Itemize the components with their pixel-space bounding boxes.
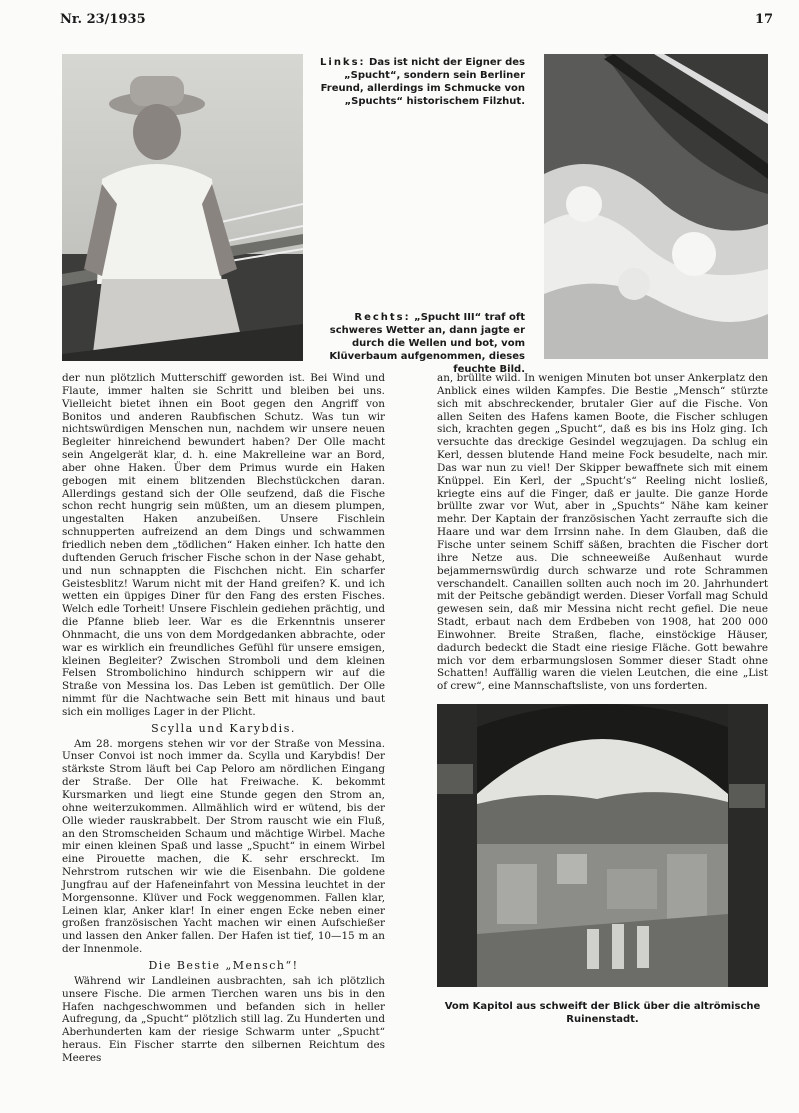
- section-heading-bestie: Die Bestie „Mensch“!: [148, 958, 299, 972]
- caption-left-photo: [309, 56, 525, 108]
- paragraph: der nun plötzlich Mutterschiff geworden ist. Bei Wind und Flaute, immer halten sie Schritt und bleiben bei uns. Vielleicht bietet ihnen ein Boot gegen den Angriff von Bonitos und anderen Raubfischen Schutz. Was tun wir nichtswürdigen Menschen nun, nachdem wir unsere neuen Begleiter hinreichend bewundert haben? Der Olle macht sein Angelgerät klar, d. h. eine Makrelleine war an Bord, aber ohne Haken. Über dem Primus wurde ein Haken gebogen mit einem blitzenden Blechstückchen daran. Allerdings gestand sich der Olle seufzend, daß die Fische schon recht hungrig sein müßten, um an diesem plumpen, ungestalten Haken anzubeißen. Unsere Fischlein schnupperten aufreizend an dem Dings und schwammen friedlich neben dem „tödlichen“ Haken einher. Ich hatte den duftenden Geruch frischer Fische schon in der Nase gehabt, und nun schnappten die Fischchen nicht. Ein scharfer Geistesblitz! Warum nicht mit der Hand greifen? K. und ich wetten ein üppiges Diner für den Fang des ersten Fisches. Welch edle Torheit! Unsere Fischlein gediehen prächtig, und die Pfanne blieb leer. War es die Erkenntnis unserer Ohnmacht, die uns von dem Mordgedanken abbrachte, oder war es wirklich ein freundliches Gefühl für unsere emsigen, kleinen Begleiter? Zwischen Stromboli und dem kleinen Felsen Strombolichino hindurch schippern wir auf die Straße von Messina los. Das Leben ist gemütlich. Der Olle nimmt für die Nachtwache sein Bett mit hinaus und baut sich ein molliges Lager in der Plicht.: [62, 372, 385, 718]
- caption-lead-rechts: Rechts:: [354, 312, 411, 323]
- photo-sailing-spray: [544, 54, 768, 359]
- page-number: 17: [755, 12, 774, 27]
- text-column-right: [437, 372, 768, 693]
- paragraph: Während wir Landleinen ausbrachten, sah ich plötzlich unsere Fische. Die armen Tierchen waren uns bis in den Hafen nachgeschwommen und befanden sich in heller Aufregung, da „Spucht“ plötzlich still lag. Zu Hunderten und Aberhunderten kam der riesige Schwarm unter „Spucht“ heraus. Ein Fischer starrte den silbernen Reichtum des Meeres: [62, 974, 385, 1064]
- issue-number: Nr. 23/1935: [60, 12, 146, 27]
- photo-rome-ruins: [437, 704, 768, 987]
- caption-lead-links: Links:: [320, 57, 366, 68]
- caption-right-photo: [307, 311, 525, 376]
- text-column-left: [62, 372, 385, 1065]
- section-heading-scylla: Scylla und Karybdis.: [151, 721, 296, 735]
- caption-rome-photo: Vom Kapitol aus schweift der Blick über die altrömische Ruinenstadt.: [444, 1001, 761, 1025]
- caption-left-text: Das ist nicht der Eigner des „Spucht“, sondern sein Berliner Freund, allerdings im Schmucke von „Spuchts“ historischem Filzhut.: [320, 57, 525, 107]
- paragraph: Am 28. morgens stehen wir vor der Straße von Messina. Unser Convoi ist noch immer da. Scylla und Karybdis! Der stärkste Strom läuft bei Cap Peloro am nördlichen Eingang der Straße. Der Olle hat Freiwache. K. bekommt Kursmarken und liegt eine Stunde gegen den Strom an, ohne weiterzukommen. Allmählich wird er wütend, bis der Olle wieder rauskrabbelt. Der Strom rauscht wie ein Fluß, an den Stromscheiden Schaum und mächtige Wirbel. Mache mir einen kleinen Spaß und lasse „Spucht“ in einem Wirbel eine Pirouette machen, die K. sehr erschreckt. Im Nehrstrom rutschen wir wie die Eisenbahn. Die goldene Jungfrau auf der Hafeneinfahrt von Messina leuchtet in der Morgensonne. Klüver und Fock weggenommen. Fallen klar, Leinen klar, Anker klar! In einer engen Ecke neben einer großen französischen Yacht machen wir einen Aufschießer und lassen den Anker fallen. Der Hafen ist tief, 10—15 m an der Innenmole.: [62, 737, 385, 956]
- paragraph: an, brüllte wild. In wenigen Minuten bot unser Ankerplatz den Anblick eines wilden Kampfes. Die Bestie „Mensch“ stürzte sich mit abschreckender, brutaler Gier auf die Fische. Von allen Seiten des Hafens kamen Boote, die Fischer schlugen sich, krachten gegen „Spucht“, daß es bis ins Holz ging. Ich versuchte das dreckige Gesindel wegzujagen. Da schlug ein Kerl, dessen blutende Hand meine Fock besudelte, nach mir. Das war nun zu viel! Der Skipper bewaffnete sich mit einem Knüppel. Ein Kerl, der „Spucht’s“ Reeling nicht losließ, kriegte eins auf die Finger, daß er jaulte. Die ganze Horde brüllte zwar vor Wut, aber in „Spuchts“ Nähe kam keiner mehr. Der Kaptain der französischen Yacht zerraufte sich die Haare und war dem Irrsinn nahe. In dem Glauben, daß die Fische unter seinem Schiff säßen, brachten die Fischer dort ihre Netze aus. Die schneeweiße Außenhaut wurde bejammernswürdig durch schwarze und rote Schrammen verschandelt. Canaillen sollten auch noch im 20. Jahrhundert mit der Peitsche gebändigt werden. Dieser Vorfall mag Schuld gewesen sein, daß mir Messina nicht recht gefiel. Die neue Stadt, erbaut nach dem Erdbeben von 1908, hat 200 000 Einwohner. Breite Straßen, flache, einstöckige Häuser, dadurch bedeckt die Stadt eine riesige Fläche. Gott bewahre mich vor dem erbarmungslosen Sommer dieser Stadt ohne Schatten! Auffällig waren die vielen Leutchen, die eine „List of crew“, eine Mannschaftsliste, von uns forderten.: [437, 372, 768, 693]
- photo-man-with-hat: [62, 54, 303, 361]
- caption-right-text: „Spucht III“ traf oft schweres Wetter an, dann jagte er durch die Wellen und bot, vom Klüverbaum aufgenommen, dieses feuchte Bild.: [329, 312, 525, 375]
